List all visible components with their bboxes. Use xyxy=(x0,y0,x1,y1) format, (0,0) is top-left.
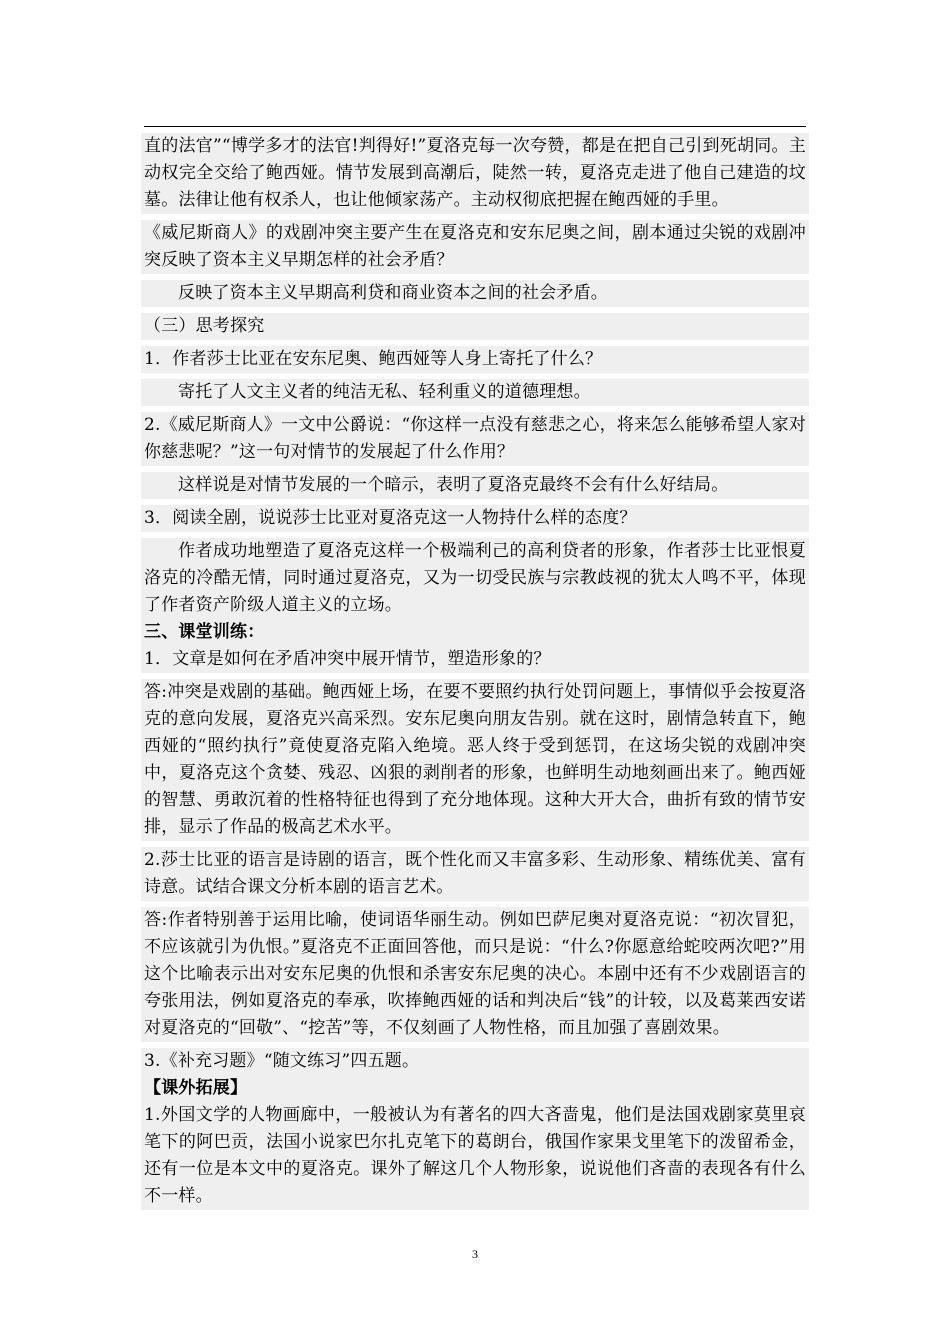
section-heading-extension: 【课外拓展】 xyxy=(141,1075,809,1102)
document-body xyxy=(141,133,809,1216)
question-dramatic-conflict: 《威尼斯商人》的戏剧冲突主要产生在夏洛克和安东尼奥之间，剧本通过尖锐的戏剧冲突反映了资本主义早期怎样的社会矛盾？ xyxy=(141,220,809,274)
section-heading-class-practice: 三、课堂训练： xyxy=(141,619,809,646)
practice-question-1: 1．文章是如何在矛盾冲突中展开情节，塑造形象的？ xyxy=(141,646,809,673)
paragraph-portia-initiative: 直的法官”“博学多才的法官!判得好!”夏洛克每一次夸赞，都是在把自己引到死胡同。主动权完全交给了鲍西娅。情节发展到高潮后，陡然一转，夏洛克走进了他自己建造的坟墓。法律让他有权杀人，也让他倾家荡产。主动权彻底把握在鲍西娅的手里。 xyxy=(141,133,809,214)
practice-answer-2: 答:作者特别善于运用比喻，使词语华丽生动。例如巴萨尼奥对夏洛克说：“初次冒犯，不应该就引为仇恨。”夏洛克不正面回答他，而只是说：“什么?你愿意给蛇咬两次吧?”用这个比喻表示出对安东尼奥的仇恨和杀害安东尼奥的决心。本剧中还有不少戏剧语言的夸张用法，例如夏洛克的奉承，吹捧鲍西娅的话和判决后“钱”的计较，以及葛莱西安诺对夏洛克的“回敬”、“挖苦”等，不仅刻画了人物性格，而且加强了喜剧效果。 xyxy=(141,907,809,1042)
extension-question-1: 1.外国文学的人物画廊中，一般被认为有著名的四大吝啬鬼，他们是法国戏剧家莫里哀笔下的阿巴贡，法国小说家巴尔扎克笔下的葛朗台，俄国作家果戈里笔下的泼留希金，还有一位是本文中的夏洛克。课外了解这几个人物形象，说说他们吝啬的表现各有什么不一样。 xyxy=(141,1102,809,1210)
answer-2: 这样说是对情节发展的一个暗示，表明了夏洛克最终不会有什么好结局。 xyxy=(141,472,809,499)
practice-answer-1: 答:冲突是戏剧的基础。鲍西娅上场，在要不要照约执行处罚问题上，事情似乎会按夏洛克的意向发展，夏洛克兴高采烈。安东尼奥向朋友告别。就在这时，剧情急转直下，鲍西娅的“照约执行”竟使夏洛克陷入绝境。恶人终于受到惩罚，在这场尖锐的戏剧冲突中，夏洛克这个贪婪、残忍、凶狠的剥削者的形象，也鲜明生动地刻画出来了。鲍西娅的智慧、勇敢沉着的性格特征也得到了充分地体现。这种大开大合，曲折有致的情节安排，显示了作品的极高艺术水平。 xyxy=(141,679,809,841)
answer-1: 寄托了人文主义者的纯洁无私、轻利重义的道德理想。 xyxy=(141,379,809,406)
answer-3: 作者成功地塑造了夏洛克这样一个极端利己的高利贷者的形象，作者莎士比亚恨夏洛克的冷酷无情，同时通过夏洛克，又为一切受民族与宗教歧视的犹太人鸣不平，体现了作者资产阶级人道主义的立场。 xyxy=(141,538,809,619)
question-3: 3．阅读全剧，说说莎士比亚对夏洛克这一人物持什么样的态度？ xyxy=(141,505,809,532)
section-heading-think-explore: （三）思考探究 xyxy=(141,313,809,340)
answer-dramatic-conflict: 反映了资本主义早期高利贷和商业资本之间的社会矛盾。 xyxy=(141,280,809,307)
question-2: 2.《威尼斯商人》一文中公爵说：“你这样一点没有慈悲之心，将来怎么能够希望人家对你慈悲呢？”这一句对情节的发展起了什么作用？ xyxy=(141,412,809,466)
practice-question-2: 2.莎士比亚的语言是诗剧的语言，既个性化而又丰富多彩、生动形象、精练优美、富有诗意。试结合课文分析本剧的语言艺术。 xyxy=(141,847,809,901)
practice-item-3: 3.《补充习题》“随文练习”四五题。 xyxy=(141,1048,809,1075)
header-rule xyxy=(144,126,806,127)
page-number: 3 xyxy=(472,1247,478,1261)
question-1: 1．作者莎士比亚在安东尼奥、鲍西娅等人身上寄托了什么？ xyxy=(141,346,809,373)
